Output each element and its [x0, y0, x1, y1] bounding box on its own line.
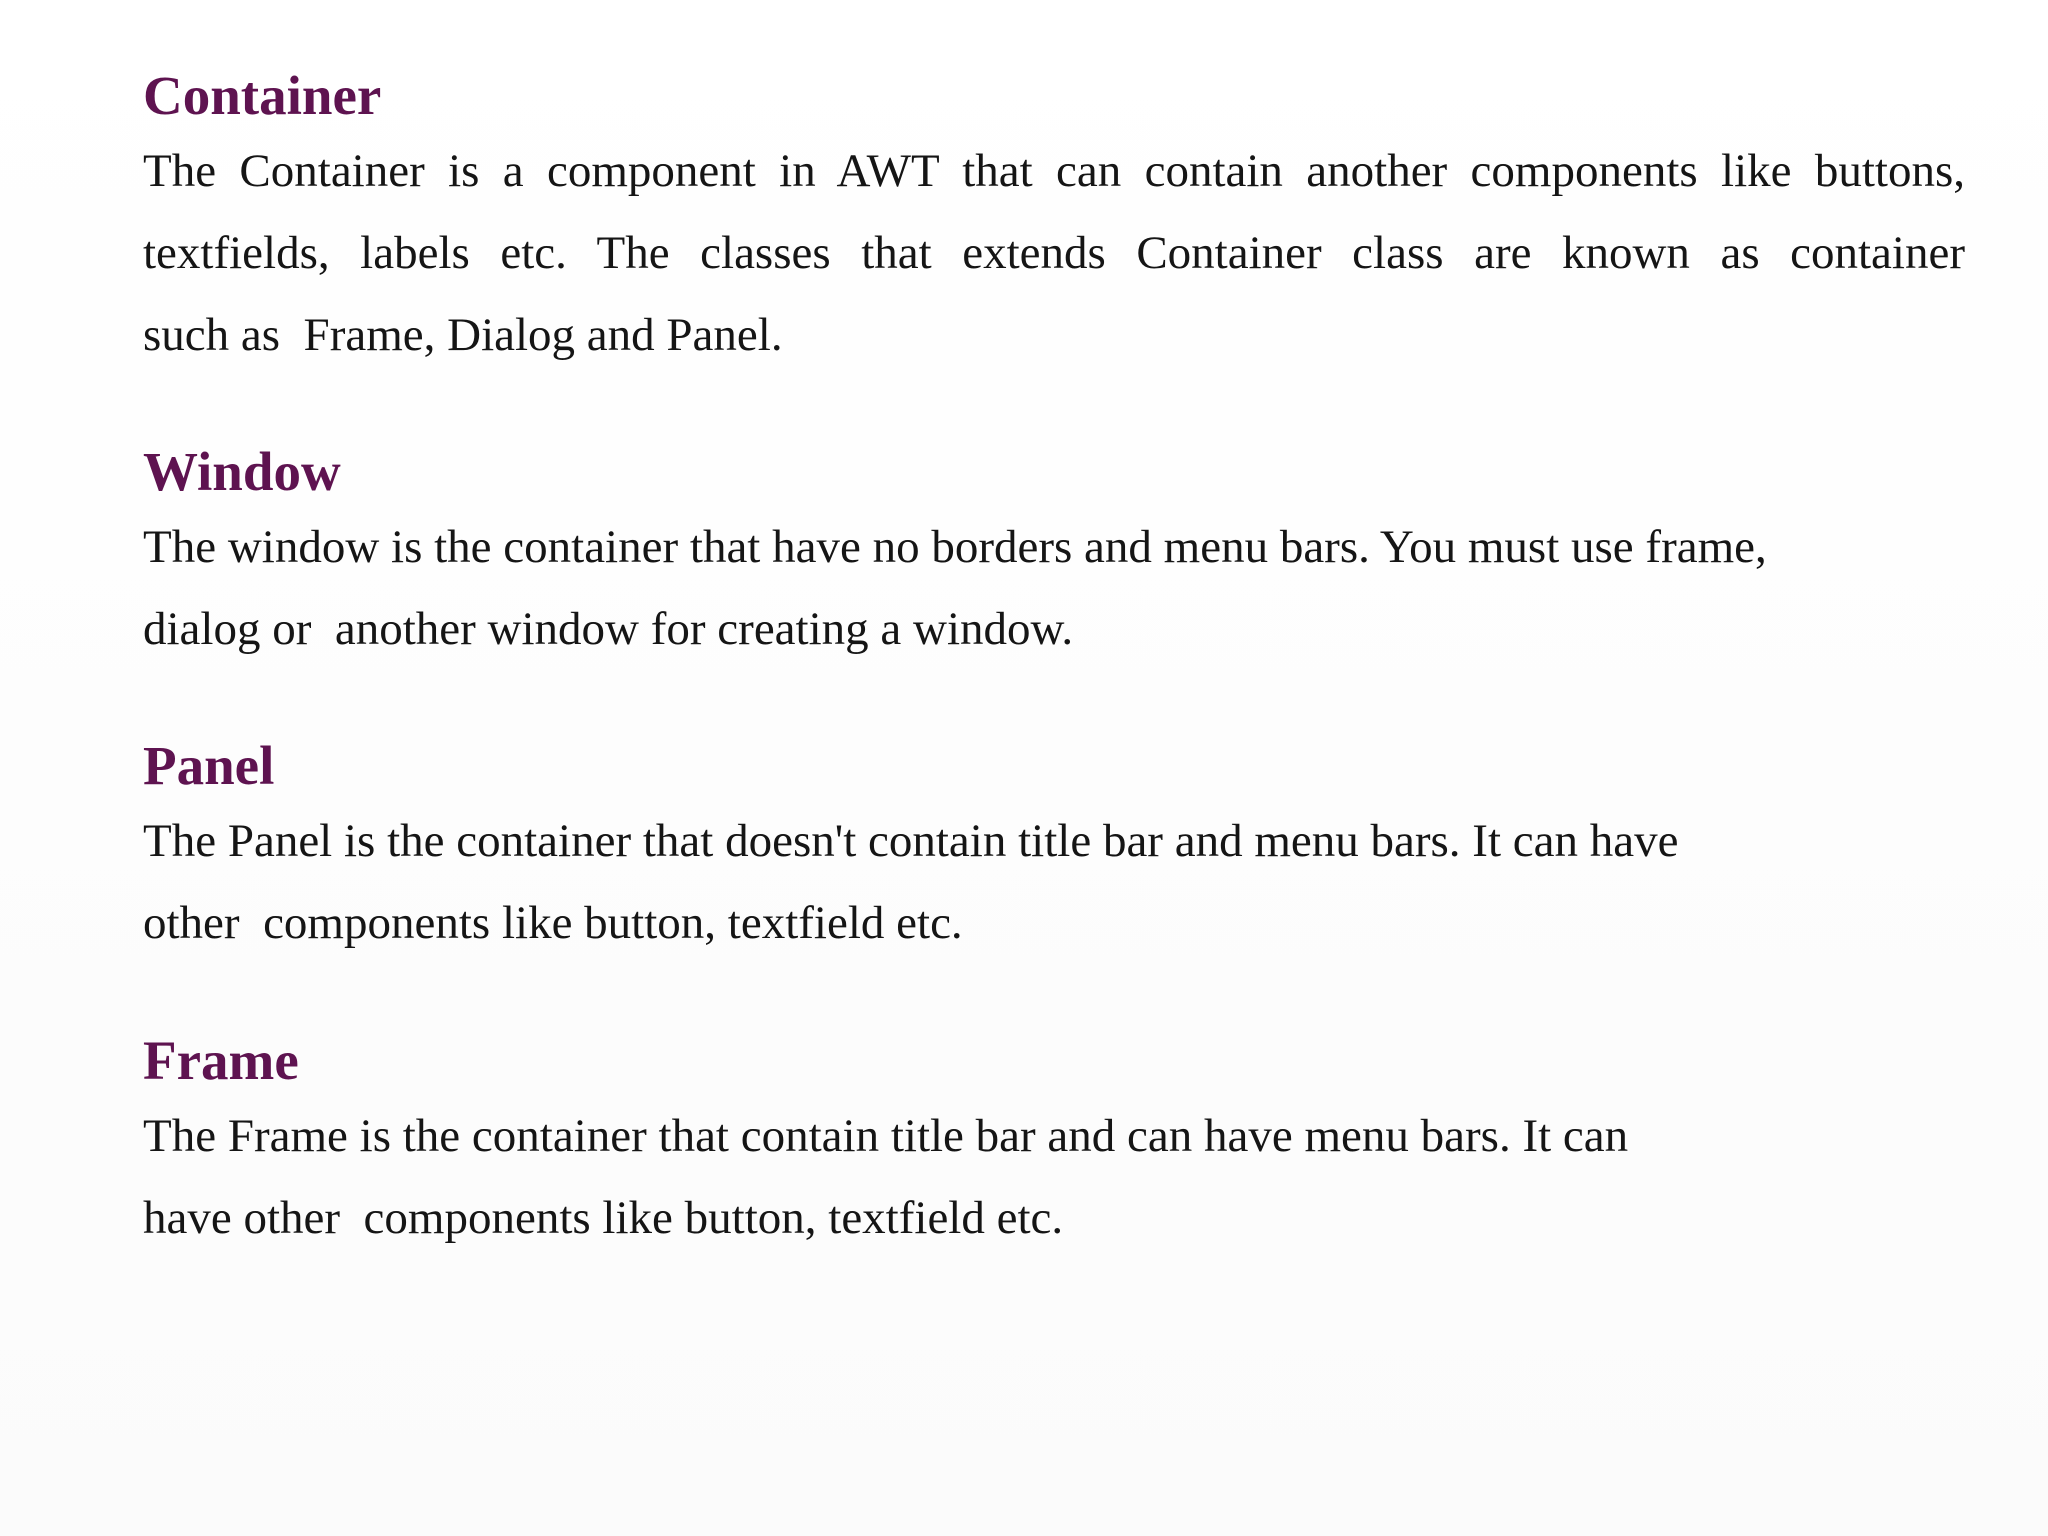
section-heading: Container — [143, 65, 382, 126]
section-body — [143, 130, 1965, 376]
section-body — [143, 1095, 1628, 1259]
section-body — [143, 800, 1678, 964]
body-line: The Frame is the container that contain title bar and can have menu bars. It can — [143, 1110, 1629, 1162]
section-heading: Window — [143, 441, 341, 502]
body-line: other components like button, textfield etc. — [143, 897, 963, 949]
section-frame — [143, 1027, 1628, 1259]
body-line: The Container is a component in AWT that can contain another components like buttons, — [143, 145, 1965, 197]
body-line: dialog or another window for creating a window. — [143, 603, 1074, 655]
section-panel — [143, 732, 1678, 964]
body-line: such as Frame, Dialog and Panel. — [143, 309, 783, 361]
body-line: The Panel is the container that doesn't contain title bar and menu bars. It can have — [143, 815, 1679, 867]
section-window — [143, 438, 1767, 670]
section-heading: Frame — [143, 1030, 299, 1091]
body-line: have other components like button, textfield etc. — [143, 1192, 1064, 1244]
section-container — [143, 62, 1965, 376]
section-body — [143, 506, 1767, 670]
section-heading: Panel — [143, 735, 275, 796]
body-line: The window is the container that have no borders and menu bars. You must use frame, — [143, 521, 1767, 573]
body-line: textfields, labels etc. The classes that extends Container class are known as container — [143, 227, 1965, 279]
